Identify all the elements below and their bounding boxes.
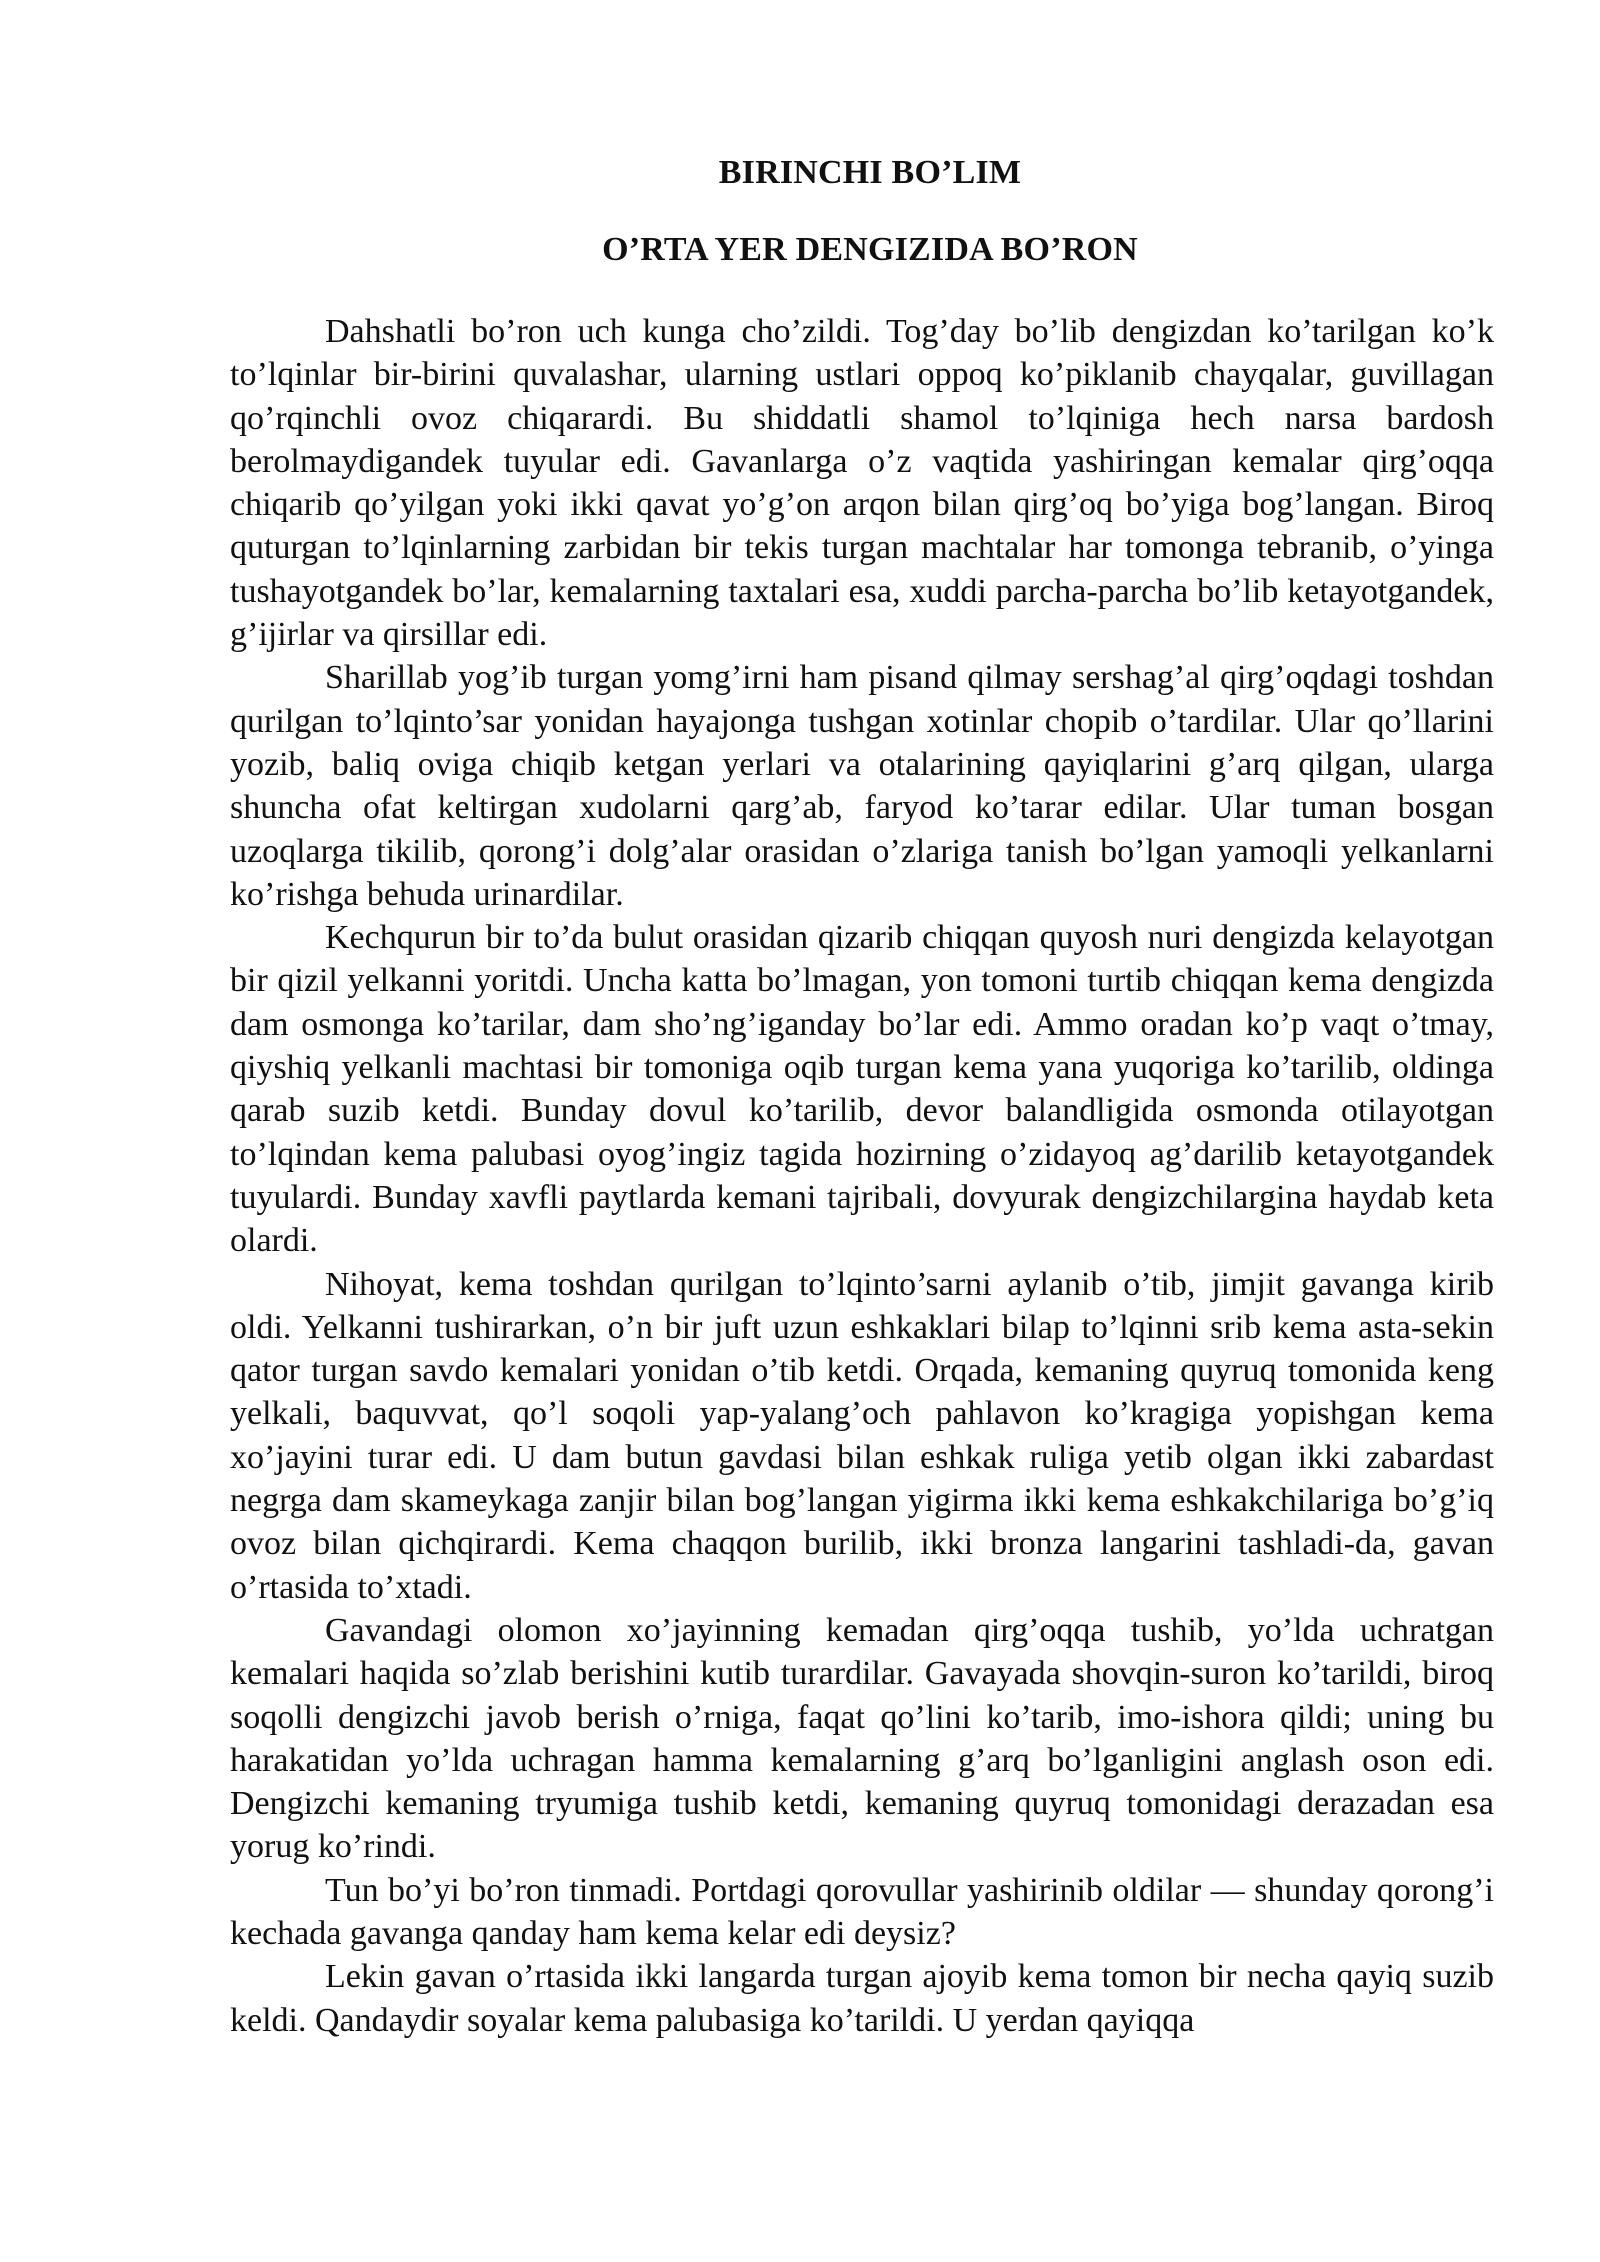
paragraph: Lekin gavan o’rtasida ikki langarda turgan ajoyib kema tomon bir necha qayiq suzib keldi. Qandaydir soyalar kema palubasiga ko’tarildi. U yerdan qayiqqa: [230, 1958, 1494, 2039]
paragraph: Sharillab yog’ib turgan yomg’irni ham pisand qilmay sershag’al qirg’oqdagi toshdan qurilgan to’lqinto’sar yonidan hayajonga tushgan xotinlar chopib o’tardilar. Ular qo’llarini yozib, baliq oviga chiqib ketgan yerlari va otalarining qayiqlarini g’arq qilgan, ularga shuncha ofat keltirgan xudolarni qarg’ab, faryod ko’tarar edilar. Ular tuman bosgan uzoqlarga tikilib, qorong’i dolg’alar orasidan o’zlariga tanish bo’lgan yamoqli yelkanlarni ko’rishga behuda urinardilar.: [230, 659, 1494, 913]
chapter-title: O’RTA YER DENGIZIDA BO’RON: [602, 231, 1138, 268]
paragraph: Gavandagi olomon xo’jayinning kemadan qirg’oqqa tushib, yo’lda uchratgan kemalari haqida so’zlab berishini kutib turardilar. Gavayada shovqin-suron ko’tarildi, biroq soqolli dengizchi javob berish o’rniga, faqat qo’lini ko’tarib, imo-ishora qildi; uning bu harakatidan yo’lda uchragan hamma kemalarning g’arq bo’lganligini anglash oson edi. Dengizchi kemaning tryumiga tushib ketdi, kemaning quyruq tomonidagi derazadan esa yorug ko’rindi.: [230, 1611, 1494, 1866]
body-text: [230, 310, 1494, 2042]
part-title: BIRINCHI BO’LIM: [718, 154, 1022, 191]
paragraph: Kechqurun bir to’da bulut orasidan qizarib chiqqan quyosh nuri dengizda kelayotgan bir qizil yelkanni yoritdi. Uncha katta bo’lmagan, yon tomoni turtib chiqqan kema dengizda dam osmonga ko’tarilar, dam sho’ng’iganday bo’lar edi. Ammo oradan ko’p vaqt o’tmay, qiyshiq yelkanli machtasi bir tomoniga oqib turgan kema yana yuqoriga ko’tarilib, oldinga qarab suzib ketdi. Bunday dovul ko’tarilib, devor balandligida osmonda otilayotgan to’lqindan kema palubasi oyog’ingiz tagida hozirning o’zidayoq ag’darilib ketayotgandek tuyulardi. Bunday xavfli paytlarda kemani tajribali, dovyurak dengizchilargina haydab keta olardi.: [230, 919, 1494, 1260]
paragraph: Nihoyat, kema toshdan qurilgan to’lqinto’sarni aylanib o’tib, jimjit gavanga kirib oldi. Yelkanni tushirarkan, o’n bir juft uzun eshkaklari bilap to’lqinni srib kema asta-sekin qator turgan savdo kemalari yonidan o’tib ketdi. Orqada, kemaning quyruq tomonida keng yelkali, baquvvat, qo’l soqoli yap-yalang’och pahlavon ko’kragiga yopishgan kema xo’jayini turar edi. U dam butun gavdasi bilan eshkak ruliga yetib olgan ikki zabardast negrga dam skameykaga zanjir bilan bog’langan yigirma ikki kema eshkakchilariga bo’g’iq ovoz bilan qichqirardi. Kema chaqqon burilib, ikki bronza langarini tashladi-da, gavan o’rtasida to’xtadi.: [230, 1265, 1494, 1606]
paragraph: Tun bo’yi bo’ron tinmadi. Portdagi qorovullar yashirinib oldilar — shunday qorong’i kechada gavanga qanday ham kema kelar edi deysiz?: [230, 1871, 1494, 1952]
paragraph: Dahshatli bo’ron uch kunga cho’zildi. Tog’day bo’lib dengizdan ko’tarilgan ko’k to’lqinlar bir-birini quvalashar, ularning ustlari oppoq ko’piklanib chayqalar, guvillagan qo’rqinchli ovoz chiqarardi. Bu shiddatli shamol to’lqiniga hech narsa bardosh berolmaydigandek tuyular edi. Gavanlarga o’z vaqtida yashiringan kemalar qirg’oqqa chiqarib qo’yilgan yoki ikki qavat yo’g’on arqon bilan qirg’oq bo’yiga bog’langan. Biroq quturgan to’lqinlarning zarbidan bir tekis turgan machtalar har tomonga tebranib, o’yinga tushayotgandek bo’lar, kemalarning taxtalari esa, xuddi parcha-parcha bo’lib ketayotgandek, g’ijirlar va qirsillar edi.: [230, 313, 1494, 654]
